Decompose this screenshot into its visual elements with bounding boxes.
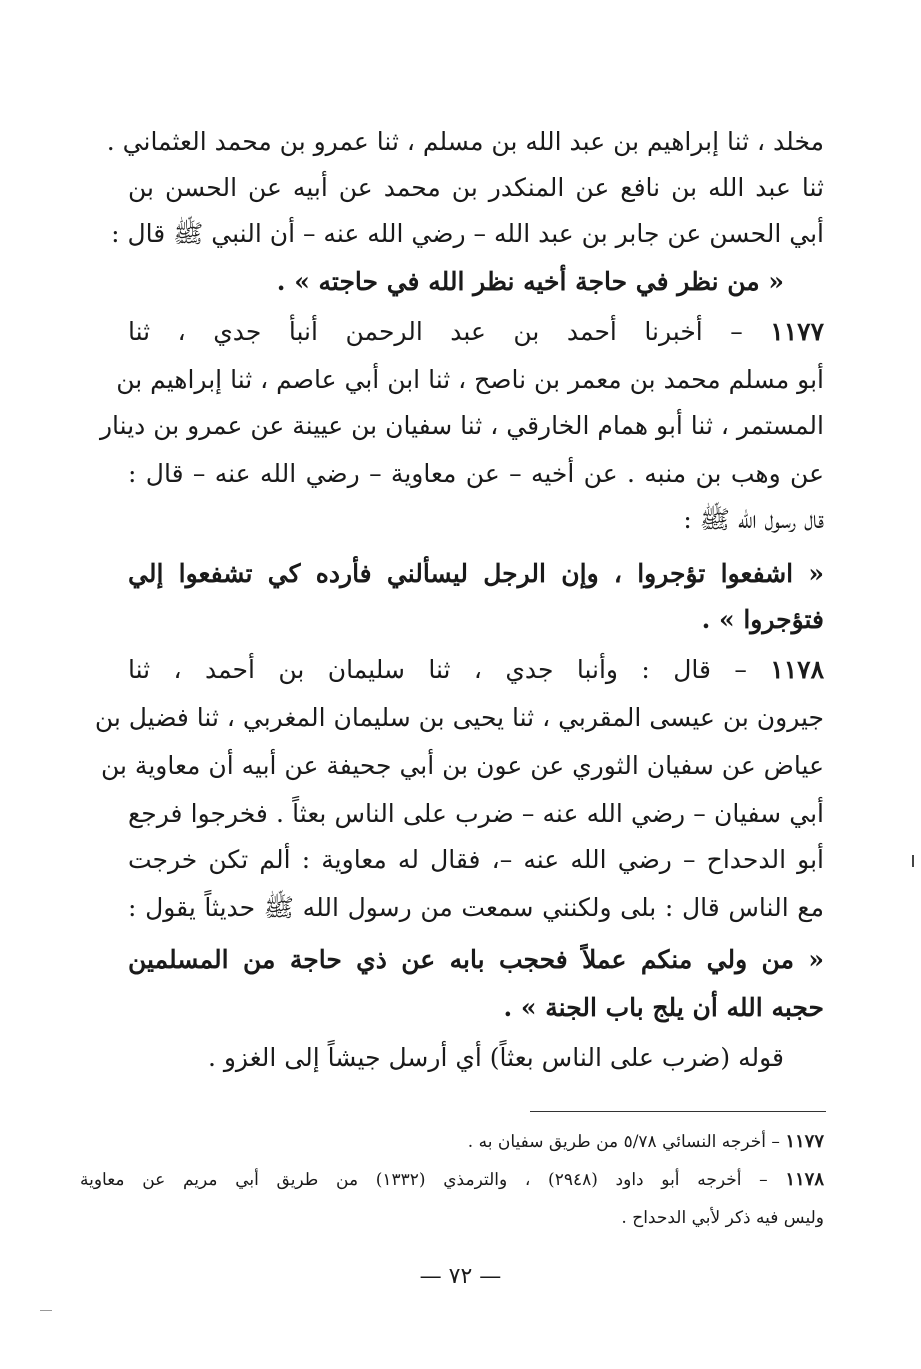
footnote-1178: [80, 1166, 824, 1194]
text-line: قال : وأنبا جدي ، ثنا سليمان بن أحمد ، ثنا: [128, 655, 711, 684]
hadith-text: حجبه الله أن يلج باب الجنة » .: [503, 993, 824, 1022]
footnote-1178-continuation: وليس فيه ذكر لأبي الدحداح .: [621, 1208, 824, 1228]
footnote-separator: [530, 1111, 826, 1112]
text-line: عن وهب بن منبه . عن أخيه – عن معاوية – رضي الله عنه – قال :: [128, 459, 824, 488]
footnote-number: ١١٧٧: [785, 1131, 824, 1152]
hadith-1178-line: [128, 650, 824, 690]
text-line: مخلد ، ثنا إبراهيم بن عبد الله بن مسلم ، ثنا عمرو بن محمد العثماني .: [106, 127, 824, 156]
text-line: أبي سفيان – رضي الله عنه – ضرب على الناس بعثاً . فخرجوا فرجع: [128, 799, 824, 828]
hadith-number: ١١٧٨: [770, 655, 824, 684]
dash: –: [734, 655, 747, 684]
text-line: أبو الدحداح – رضي الله عنه –، فقال له معاوية : ألم تكن خرجت: [128, 845, 824, 874]
text-line: جيرون بن عيسى المقربي ، ثنا يحيى بن سليمان المغربي ، ثنا فضيل بن: [94, 703, 824, 732]
hadith-1177-line: [128, 312, 824, 352]
text-line: أخبرنا أحمد بن عبد الرحمن أنبأ جدي ، ثنا: [128, 317, 703, 346]
text-line: عياض عن سفيان الثوري عن عون بن أبي جحيفة عن أبيه أن معاوية بن: [101, 751, 824, 780]
page-number: — ٧٢ —: [419, 1264, 502, 1289]
hadith-text: فتؤجروا » .: [701, 605, 824, 634]
text-line: ثنا عبد الله بن نافع عن المنكدر بن محمد عن أبيه عن الحسن بن: [128, 173, 824, 202]
text-line: أبو مسلم محمد بن معمر بن ناصح ، ثنا ابن أبي عاصم ، ثنا إبراهيم بن: [116, 365, 824, 394]
text-line: قال رسول الله ﷺ :: [683, 505, 824, 534]
text-line: مع الناس قال : بلى ولكنني سمعت من رسول الله ﷺ حديثاً يقول :: [128, 893, 824, 922]
text-line: المستمر ، ثنا أبو همام الخارقي ، ثنا سفيان بن عيينة عن عمرو بن دينار: [99, 411, 824, 440]
hadith-text: « اشفعوا تؤجروا ، وإن الرجل ليسألني فأرده كي تشفعوا إلي: [128, 559, 824, 588]
footnote-text: – أخرجه أبو داود (٢٩٤٨) ، والترمذي (١٣٣٢) من طريق أبي مريم عن معاوية: [80, 1170, 768, 1190]
dash: –: [730, 317, 743, 346]
footnote-1177: [80, 1128, 824, 1156]
scan-mark: [40, 1310, 52, 1311]
footnote-text: – أخرجه النسائي ٥/٧٨ من طريق سفيان به .: [467, 1132, 780, 1152]
hadith-number: ١١٧٧: [770, 317, 824, 346]
hadith-text: « من نظر في حاجة أخيه نظر الله في حاجته » .: [276, 267, 784, 296]
commentary-line: قوله (ضرب على الناس بعثاً) أي أرسل جيشاً إلى الغزو .: [207, 1043, 784, 1072]
scan-mark: [912, 855, 914, 867]
footnote-number: ١١٧٨: [785, 1169, 824, 1190]
hadith-text: « من ولي منكم عملاً فحجب بابه عن ذي حاجة من المسلمين: [128, 945, 824, 974]
text-line: أبي الحسن عن جابر بن عبد الله – رضي الله عنه – أن النبي ﷺ قال :: [111, 219, 824, 248]
